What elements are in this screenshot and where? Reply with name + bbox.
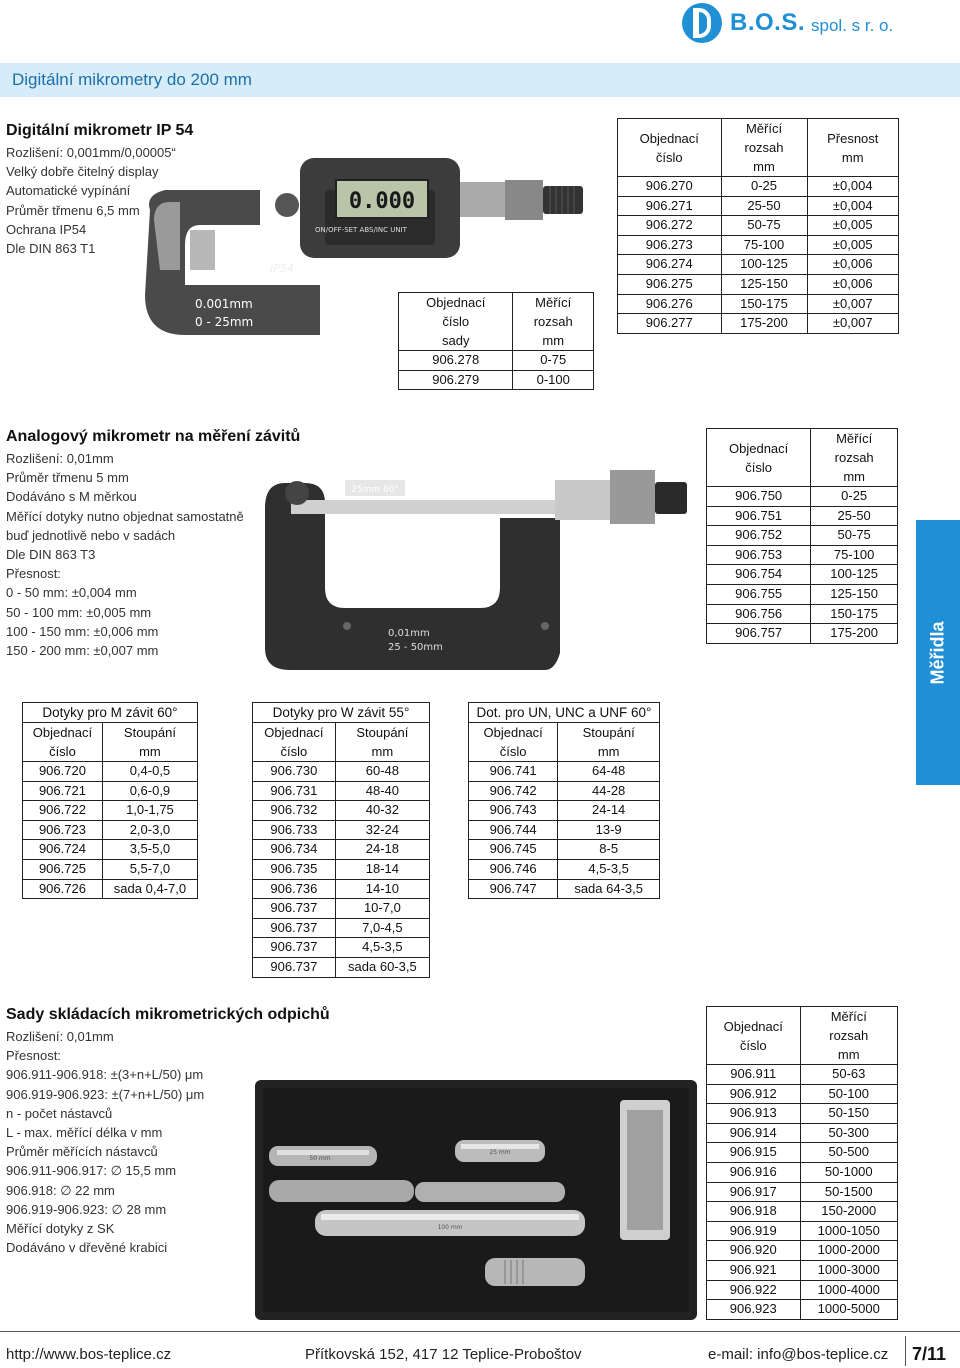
table-row: 906.921 1000-3000 [707,1260,898,1280]
table-row: 906.741 64-48 [469,762,660,782]
table-row: 906.721 0,6-0,9 [23,781,198,801]
table-row: 906.744 13-9 [469,820,660,840]
table-row: 906.720 0,4-0,5 [23,762,198,782]
col-header-range: Měřící rozsah mm [721,119,807,177]
table-row: 906.753 75-100 [707,545,898,565]
col-header-order-no: Objednací číslo [618,119,722,177]
table-row: 906.272 50-75 ±0,005 [618,216,899,236]
thread-range-table [706,428,898,644]
spec-line: Rozlišení: 0,001mm/0,00005“ [6,145,176,160]
table-row: 906.754 100-125 [707,565,898,585]
table-row: 906.913 50-150 [707,1104,898,1124]
col-header-pitch: Stoupání mm [123,725,176,759]
table-row: 906.737 10-7,0 [253,899,430,919]
ip54-main-table [617,118,899,334]
table-row: 906.723 2,0-3,0 [23,820,198,840]
ip54-title: Digitální mikrometr IP 54 [6,122,194,139]
table-row: 906.279 0-100 [399,370,594,390]
spec-line: Průměr měřících nástavců [6,1144,158,1160]
table-row: 906.914 50-300 [707,1123,898,1143]
thread-title: Analogový mikrometr na měření závitů [6,428,301,445]
col-header-range: Měřící rozsah mm [834,431,874,484]
display-readout: 0.000 [348,189,416,214]
table-row: 906.278 0-75 [399,351,594,371]
spec-line: Ochrana IP54 [6,221,87,237]
table-row: 906.275 125-150 ±0,006 [618,274,899,294]
spec-line: Přesnost: [6,1048,61,1064]
table-row: 906.737 7,0-4,5 [253,918,430,938]
rods-title: Sady skládacích mikrometrických odpichů [6,1006,330,1023]
spec-line: Velký dobře čitelný display [6,164,159,180]
spec-line: Dle DIN 863 T3 [6,547,96,563]
table-row: 906.276 150-175 ±0,007 [618,294,899,314]
range-label: 25 - 50mm [388,642,443,653]
rod-length-label: 50 mm [309,1155,331,1162]
spec-line: 0 - 50 mm: ±0,004 mm [6,585,137,601]
spec-line: 150 - 200 mm: ±0,007 mm [6,643,159,659]
col-header-accuracy: Přesnost mm [827,130,879,165]
table-row: 906.273 75-100 ±0,005 [618,235,899,255]
col-header-range: Měřící rozsah mm [829,1009,869,1062]
table-row: 906.724 3,5-5,0 [23,840,198,860]
rods-range-table [706,1006,898,1320]
company-logo [682,2,952,44]
table-row: 906.274 100-125 ±0,006 [618,255,899,275]
table-row: 906.920 1000-2000 [707,1241,898,1261]
spec-line: Dle DIN 863 T1 [6,241,96,257]
col-header-order-no: Objednací číslo [23,723,103,762]
table-row: 906.755 125-150 [707,584,898,604]
brand-suffix: spol. s r. o. [811,16,894,35]
table-row: 906.732 40-32 [253,801,430,821]
spec-line: 50 - 100 mm: ±0,005 mm [6,604,152,620]
table-row: 906.923 1000-5000 [707,1300,898,1320]
button-labels: ON/OFF-SET ABS/INC UNIT [315,226,407,234]
col-header-order-no: Objednací číslo [469,723,558,762]
spec-line: Rozlišení: 0,01mm [6,1029,114,1044]
table-row: 906.745 8-5 [469,840,660,860]
table-row: 906.734 24-18 [253,840,430,860]
thread-specs [6,449,244,660]
resolution-label: 0,01mm [388,628,430,639]
table-row: 906.730 60-48 [253,762,430,782]
col-header-pitch: Stoupání mm [356,725,409,759]
table-row: 906.918 150-2000 [707,1202,898,1222]
col-header-order-no: Objednací číslo [707,1007,801,1065]
footer-website-link[interactable]: http://www.bos-teplice.cz [6,1346,172,1363]
rod-length-label: 100 mm [437,1224,463,1231]
page-number: 7/11 [912,1344,947,1364]
table-row: 906.750 0-25 [707,487,898,507]
table-row: 906.733 32-24 [253,820,430,840]
spec-line: 906.911-906.917: ∅ 15,5 mm [6,1163,177,1179]
col-header-pitch: Stoupání mm [582,725,635,759]
spec-line: Průměr třmenu 5 mm [6,470,129,486]
spec-line: Dodáváno v dřevěné krabici [6,1240,168,1256]
table-row: 906.737 4,5-3,5 [253,938,430,958]
brand-name: B.O.S. [730,9,806,36]
table-row: 906.746 4,5-3,5 [469,859,660,879]
section-title: Digitální mikrometry do 200 mm [12,70,252,89]
table-row: 906.270 0-25 ±0,004 [618,177,899,197]
spec-line: 100 - 150 mm: ±0,006 mm [6,623,159,639]
spec-line: n - počet nástavců [6,1105,113,1121]
table-row: 906.922 1000-4000 [707,1280,898,1300]
resolution-label: 0.001mm [195,297,253,311]
table-row: 906.722 1,0-1,75 [23,801,198,821]
table-caption: Dotyky pro W závit 55° [253,703,430,723]
table-row: 906.919 1000-1050 [707,1221,898,1241]
un-thread-contacts-table [468,702,660,899]
table-row: 906.737 sada 60-3,5 [253,957,430,977]
table-caption: Dotyky pro M závit 60° [23,703,198,723]
table-row: 906.915 50-500 [707,1143,898,1163]
table-row: 906.731 48-40 [253,781,430,801]
spec-line: 906.911-906.918: ±(3+n+L/50) μm [6,1067,204,1083]
table-row: 906.916 50-1000 [707,1162,898,1182]
footer-address: Přítkovská 152, 417 12 Teplice-Proboštov [305,1346,582,1363]
footer-email-link[interactable]: e-mail: info@bos-teplice.cz [708,1346,889,1363]
rod-length-label: 25 mm [489,1149,511,1156]
spec-line: buď jednotlivě nebo v sadách [6,527,176,543]
table-row: 906.742 44-28 [469,781,660,801]
spec-line: Dodáváno s M měrkou [6,489,137,505]
col-header-order-no: Objednací číslo [707,429,811,487]
w-thread-contacts-table [252,702,430,978]
table-row: 906.735 18-14 [253,859,430,879]
page-number-divider [905,1336,906,1366]
table-row: 906.277 175-200 ±0,007 [618,314,899,334]
table-row: 906.736 14-10 [253,879,430,899]
thread-micrometer-photo [255,458,695,676]
table-row: 906.757 175-200 [707,624,898,644]
rod-set-case-photo [255,1080,697,1320]
footer-divider [0,1331,960,1332]
spec-line: Rozlišení: 0,01mm [6,451,114,466]
table-row: 906.271 25-50 ±0,004 [618,196,899,216]
table-row: 906.752 50-75 [707,526,898,546]
spec-line: 906.918: ∅ 22 mm [6,1182,115,1198]
category-label: Měřidla [927,620,948,685]
col-header-range: Měřící rozsah mm [533,295,573,348]
spec-line: 906.919-906.923: ±(7+n+L/50) μm [6,1086,205,1102]
table-row: 906.756 150-175 [707,604,898,624]
table-row: 906.912 50-100 [707,1084,898,1104]
category-side-tab [916,520,960,785]
ip54-set-table [398,292,594,390]
spec-line: Průměr třmenu 6,5 mm [6,202,140,218]
col-header-order-no: Objednací číslo [253,723,336,762]
col-header-order-no: Objednací číslo sady [399,293,513,351]
spec-line: 906.919-906.923: ∅ 28 mm [6,1201,167,1217]
spec-line: Měřící dotyky z SK [6,1221,115,1237]
table-row: 906.725 5,5-7,0 [23,859,198,879]
m-thread-contacts-table [22,702,198,899]
gauge-label: 25mm 60° [351,485,399,495]
range-label: 0 - 25mm [195,315,254,329]
table-row: 906.726 sada 0,4-7,0 [23,879,198,899]
table-row: 906.743 24-14 [469,801,660,821]
table-caption: Dot. pro UN, UNC a UNF 60° [469,703,660,723]
table-row: 906.751 25-50 [707,506,898,526]
table-row: 906.917 50-1500 [707,1182,898,1202]
table-row: 906.911 50-63 [707,1065,898,1085]
model-label: IP54 [270,262,294,275]
table-row: 906.747 sada 64-3,5 [469,879,660,899]
spec-line: Měřící dotyky nutno objednat samostatně [6,508,244,524]
spec-line: L - max. měřící délka v mm [6,1125,163,1141]
spec-line: Přesnost: [6,566,61,582]
bos-logo-icon [682,3,722,43]
spec-line: Automatické vypínání [6,183,131,199]
rods-specs [6,1027,204,1257]
